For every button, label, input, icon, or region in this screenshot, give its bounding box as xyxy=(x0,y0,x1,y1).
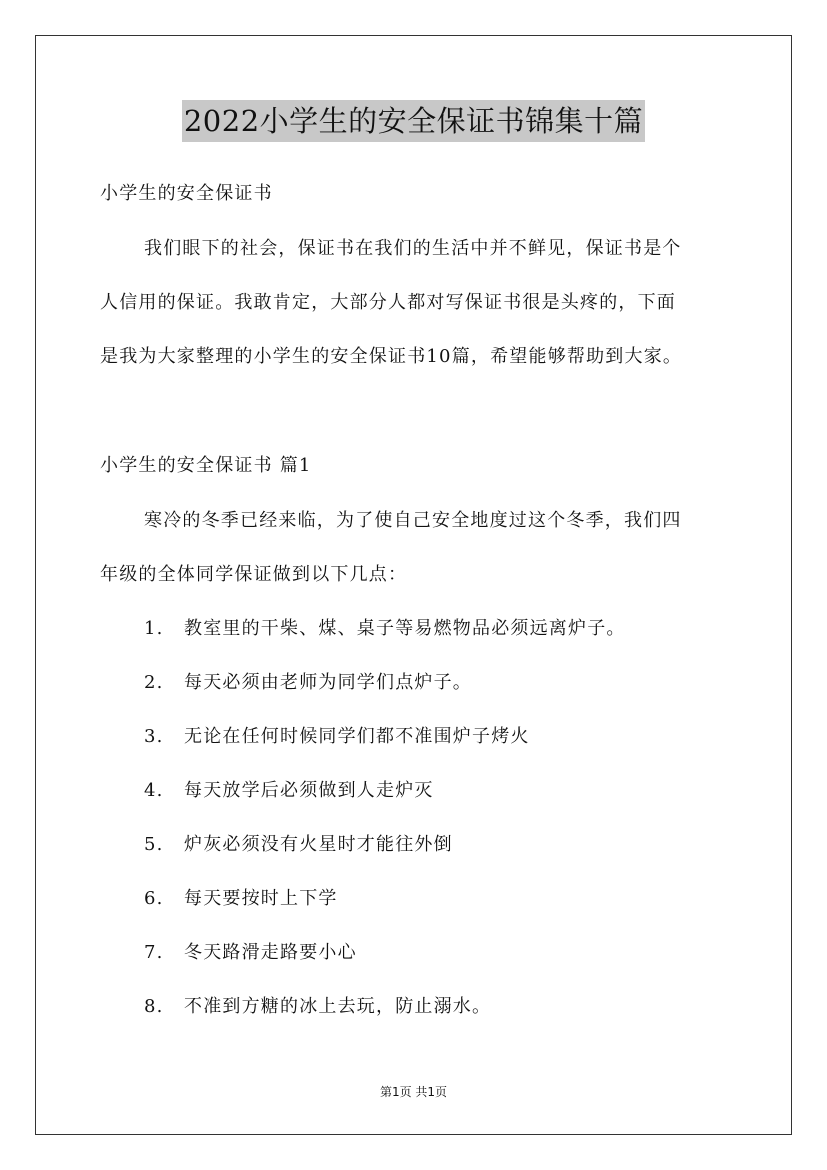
list-item-text: 教室里的干柴、煤、桌子等易燃物品必须远离炉子。 xyxy=(184,618,626,639)
list-item xyxy=(144,616,626,642)
list-item-number: 5. xyxy=(144,834,164,855)
list-item-text: 炉灰必须没有火星时才能往外倒 xyxy=(184,834,453,855)
document-title: 2022小学生的安全保证书锦集十篇 xyxy=(182,100,645,142)
list-item-number: 2. xyxy=(144,672,164,693)
list-item-number: 7. xyxy=(144,942,164,963)
list-item xyxy=(144,886,338,912)
paragraph-line-1: 寒冷的冬季已经来临，为了使自己安全地度过这个冬季，我们四 xyxy=(144,510,682,531)
list-item xyxy=(144,670,472,696)
list-item-number: 4. xyxy=(144,780,164,801)
list-item-text: 冬天路滑走路要小心 xyxy=(184,942,357,963)
intro-line-3: 是我为大家整理的小学生的安全保证书10篇，希望能够帮助到大家。 xyxy=(100,346,683,367)
list-item xyxy=(144,994,491,1020)
list-item-text: 每天必须由老师为同学们点炉子。 xyxy=(184,672,472,693)
list-item xyxy=(144,724,530,750)
list-item-text: 每天放学后必须做到人走炉灭 xyxy=(184,780,434,801)
list-item xyxy=(144,778,434,804)
list-item-text: 每天要按时上下学 xyxy=(184,888,338,909)
title-container xyxy=(0,100,827,142)
intro-line-1: 我们眼下的社会，保证书在我们的生活中并不鲜见，保证书是个 xyxy=(144,238,682,259)
list-item-number: 6. xyxy=(144,888,164,909)
paragraph-line-2: 年级的全体同学保证做到以下几点： xyxy=(100,564,408,585)
list-item-number: 3. xyxy=(144,726,164,747)
list-item-text: 无论在任何时候同学们都不准围炉子烤火 xyxy=(184,726,530,747)
list-item-number: 1. xyxy=(144,618,164,639)
page-footer: 第1页 共1页 xyxy=(379,1085,448,1099)
list-item-text: 不准到方糖的冰上去玩，防止溺水。 xyxy=(184,996,492,1017)
list-item-number: 8. xyxy=(144,996,164,1017)
list-item xyxy=(144,832,453,858)
intro-line-2: 人信用的保证。我敢肯定，大部分人都对写保证书很是头疼的，下面 xyxy=(100,292,676,313)
section-heading-part-1: 小学生的安全保证书 篇1 xyxy=(100,455,312,476)
list-item xyxy=(144,940,357,966)
section-heading: 小学生的安全保证书 xyxy=(100,183,273,204)
